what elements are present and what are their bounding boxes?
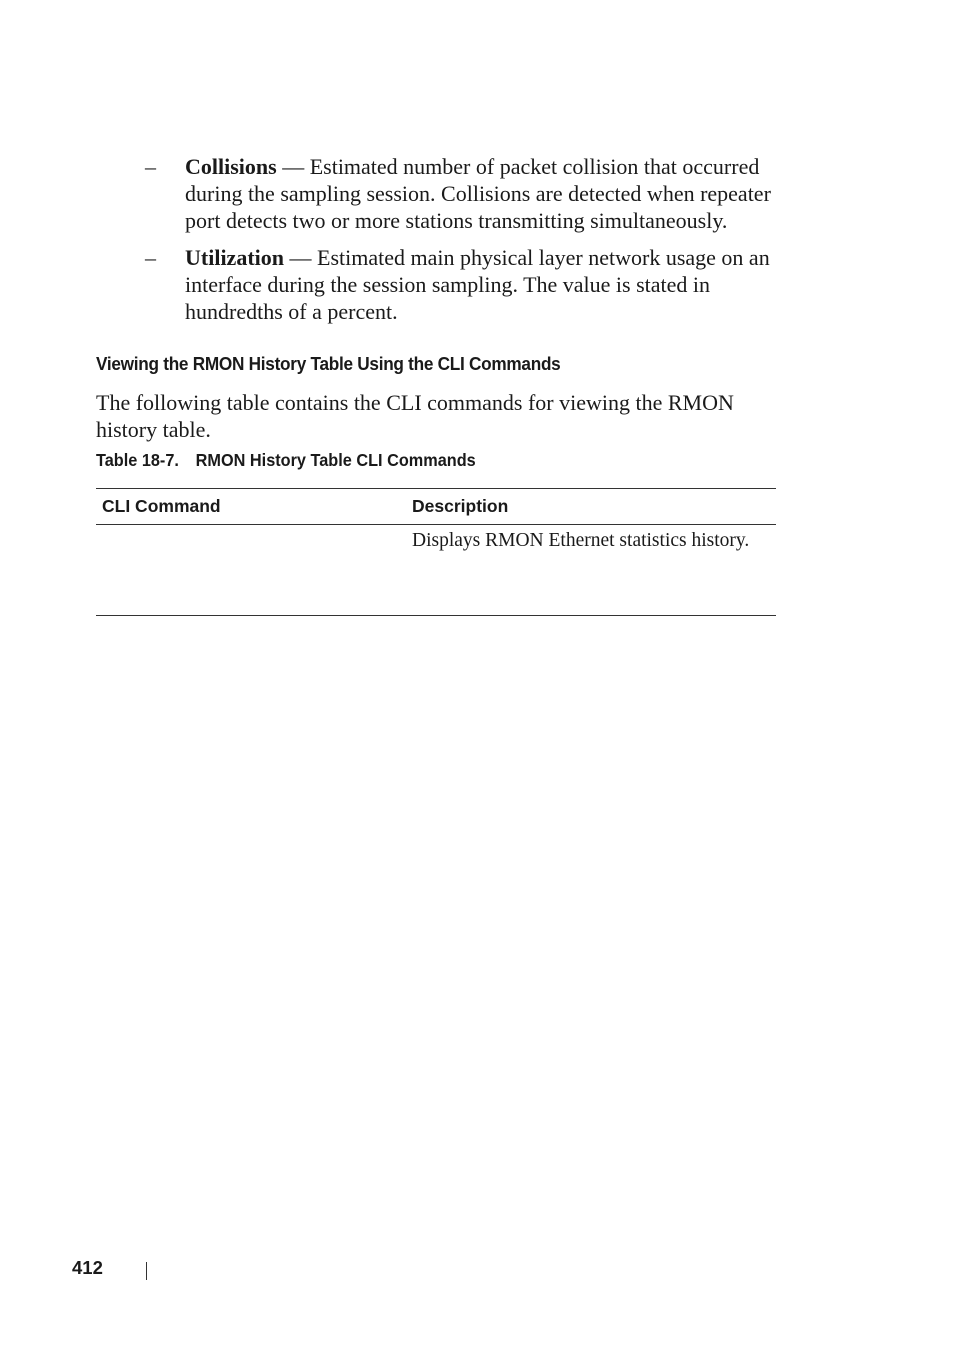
section-heading: Viewing the RMON History Table Using the CLI Commands (96, 353, 561, 374)
header-cli-command: CLI Command (96, 489, 406, 525)
bullet-text: — Estimated number of packet collision that occurred during the sampling session. Collisions are detected when repeater port detects two or more stations transmitting simultaneously. (185, 154, 771, 233)
page-number: 412 (72, 1257, 103, 1278)
header-description: Description (406, 489, 776, 525)
table-header-row (96, 489, 776, 525)
bullet-term: Utilization (185, 245, 284, 270)
intro-paragraph: The following table contains the CLI commands for viewing the RMON history table. (96, 390, 734, 442)
bullet-term: Collisions (185, 154, 277, 179)
cell-description: Displays RMON Ethernet statistics history. (406, 525, 776, 616)
cell-command (96, 525, 406, 616)
bullet-dash: – (145, 154, 156, 179)
bullet-list (145, 153, 805, 335)
table-caption (96, 450, 476, 471)
bullet-text: — Estimated main physical layer network usage on an interface during the session sampling. The value is stated in hundredths of a percent. (185, 245, 770, 324)
table-caption-label: Table 18-7. (96, 450, 179, 470)
cli-command-table (96, 488, 776, 616)
bullet-item-utilization (145, 244, 805, 325)
footer-separator (146, 1262, 147, 1280)
table-caption-title: RMON History Table CLI Commands (195, 450, 476, 470)
bullet-dash: – (145, 245, 156, 270)
table-row (96, 525, 776, 616)
bullet-item-collisions (145, 153, 805, 234)
